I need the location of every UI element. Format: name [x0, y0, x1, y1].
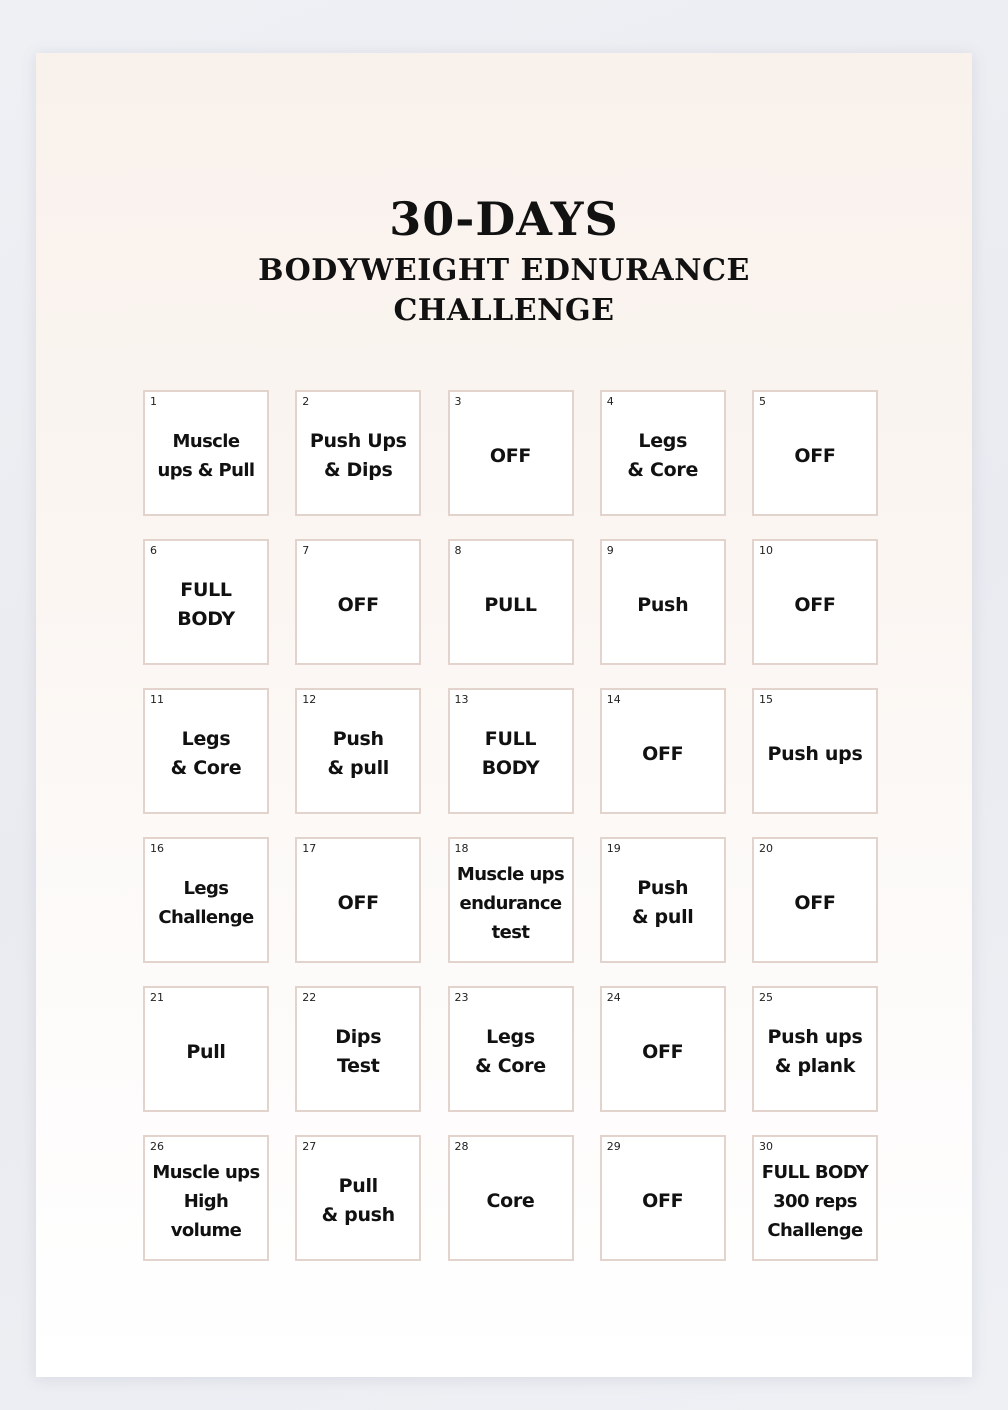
day-cell	[143, 688, 269, 814]
day-activity: OFF	[337, 593, 379, 616]
day-cell	[295, 390, 421, 516]
day-activity: OFF	[337, 891, 379, 914]
day-activity: Push	[637, 593, 689, 616]
day-number: 12	[302, 693, 317, 706]
day-number: 22	[302, 991, 317, 1004]
day-activity: Push ups & plank	[767, 1026, 863, 1077]
day-number: 3	[454, 395, 462, 408]
day-number: 11	[150, 693, 164, 706]
day-activity: OFF	[794, 593, 836, 616]
day-cell	[448, 837, 574, 963]
day-cell	[752, 986, 878, 1112]
subtitle-line-1: BODYWEIGHT EDNURANCE	[258, 253, 750, 288]
day-cell	[600, 390, 726, 516]
day-activity: Muscle ups & Pull	[157, 431, 255, 481]
day-activity: Legs & Core	[475, 1026, 546, 1077]
day-activity: Push & pull	[631, 877, 694, 928]
day-activity: Dips Test	[335, 1026, 382, 1077]
day-activity: Push ups	[767, 742, 863, 765]
day-number: 8	[454, 544, 462, 557]
day-activity: Legs Challenge	[158, 878, 254, 928]
day-activity: Muscle ups High volume	[152, 1161, 260, 1241]
day-cell	[600, 1135, 726, 1261]
day-activity: FULL BODY	[177, 579, 235, 630]
day-activity: Push & pull	[327, 728, 390, 779]
day-cell	[752, 1135, 878, 1261]
day-activity: Muscle ups endurance test	[456, 863, 565, 943]
day-number: 9	[606, 544, 614, 557]
day-activity: FULL BODY 300 reps Challenge	[761, 1161, 869, 1241]
day-cell	[143, 390, 269, 516]
day-activity: Push Ups & Dips	[309, 430, 407, 481]
day-activity: Core	[486, 1189, 535, 1212]
day-number: 1	[150, 395, 157, 408]
day-number: 23	[454, 991, 469, 1004]
day-activity: OFF	[489, 444, 532, 467]
day-number: 25	[759, 991, 773, 1004]
day-cell	[600, 837, 726, 963]
day-activity: Pull	[186, 1040, 226, 1063]
day-cell	[448, 1135, 574, 1261]
day-cell	[448, 986, 574, 1112]
day-number: 5	[759, 395, 766, 408]
day-number: 14	[606, 693, 621, 706]
day-number: 16	[150, 842, 164, 855]
day-activity: Pull & push	[321, 1175, 395, 1226]
day-activity: OFF	[642, 1040, 684, 1063]
day-number: 2	[302, 395, 310, 408]
challenge-page	[36, 53, 972, 1377]
day-cell	[600, 986, 726, 1112]
day-number: 20	[759, 842, 773, 855]
day-number: 13	[454, 693, 469, 706]
day-cell	[752, 539, 878, 665]
day-number: 18	[454, 842, 469, 855]
day-cell	[752, 390, 878, 516]
day-number: 26	[150, 1140, 164, 1153]
day-cell	[752, 688, 878, 814]
day-cell	[295, 688, 421, 814]
day-cell	[448, 539, 574, 665]
day-number: 21	[150, 991, 164, 1004]
day-number: 30	[759, 1140, 773, 1153]
day-activity: OFF	[642, 742, 684, 765]
day-activity: OFF	[794, 891, 836, 914]
day-cell	[143, 1135, 269, 1261]
page-title: 30-DAYS	[389, 192, 619, 246]
day-grid	[143, 390, 878, 1261]
day-number: 27	[302, 1140, 317, 1153]
day-cell	[143, 837, 269, 963]
day-cell	[448, 688, 574, 814]
day-number: 29	[606, 1140, 621, 1153]
day-number: 10	[759, 544, 773, 557]
day-cell	[295, 986, 421, 1112]
day-cell	[143, 986, 269, 1112]
day-activity: Legs & Core	[170, 728, 242, 779]
day-activity: PULL	[484, 593, 537, 616]
day-cell	[295, 539, 421, 665]
day-number: 7	[302, 544, 310, 557]
day-activity: OFF	[794, 444, 836, 467]
page-subtitle	[36, 251, 972, 331]
day-activity: FULL BODY	[481, 728, 540, 779]
day-number: 28	[454, 1140, 469, 1153]
day-number: 17	[302, 842, 317, 855]
day-number: 24	[606, 991, 621, 1004]
day-cell	[752, 837, 878, 963]
day-cell	[448, 390, 574, 516]
day-activity: Legs & Core	[627, 430, 699, 481]
day-cell	[295, 1135, 421, 1261]
subtitle-line-2: CHALLENGE	[393, 293, 615, 328]
day-number: 19	[606, 842, 621, 855]
day-number: 6	[150, 544, 157, 557]
day-cell	[143, 539, 269, 665]
day-cell	[600, 539, 726, 665]
day-activity: OFF	[642, 1189, 684, 1212]
day-cell	[295, 837, 421, 963]
day-cell	[600, 688, 726, 814]
day-number: 4	[606, 395, 614, 408]
day-number: 15	[759, 693, 773, 706]
